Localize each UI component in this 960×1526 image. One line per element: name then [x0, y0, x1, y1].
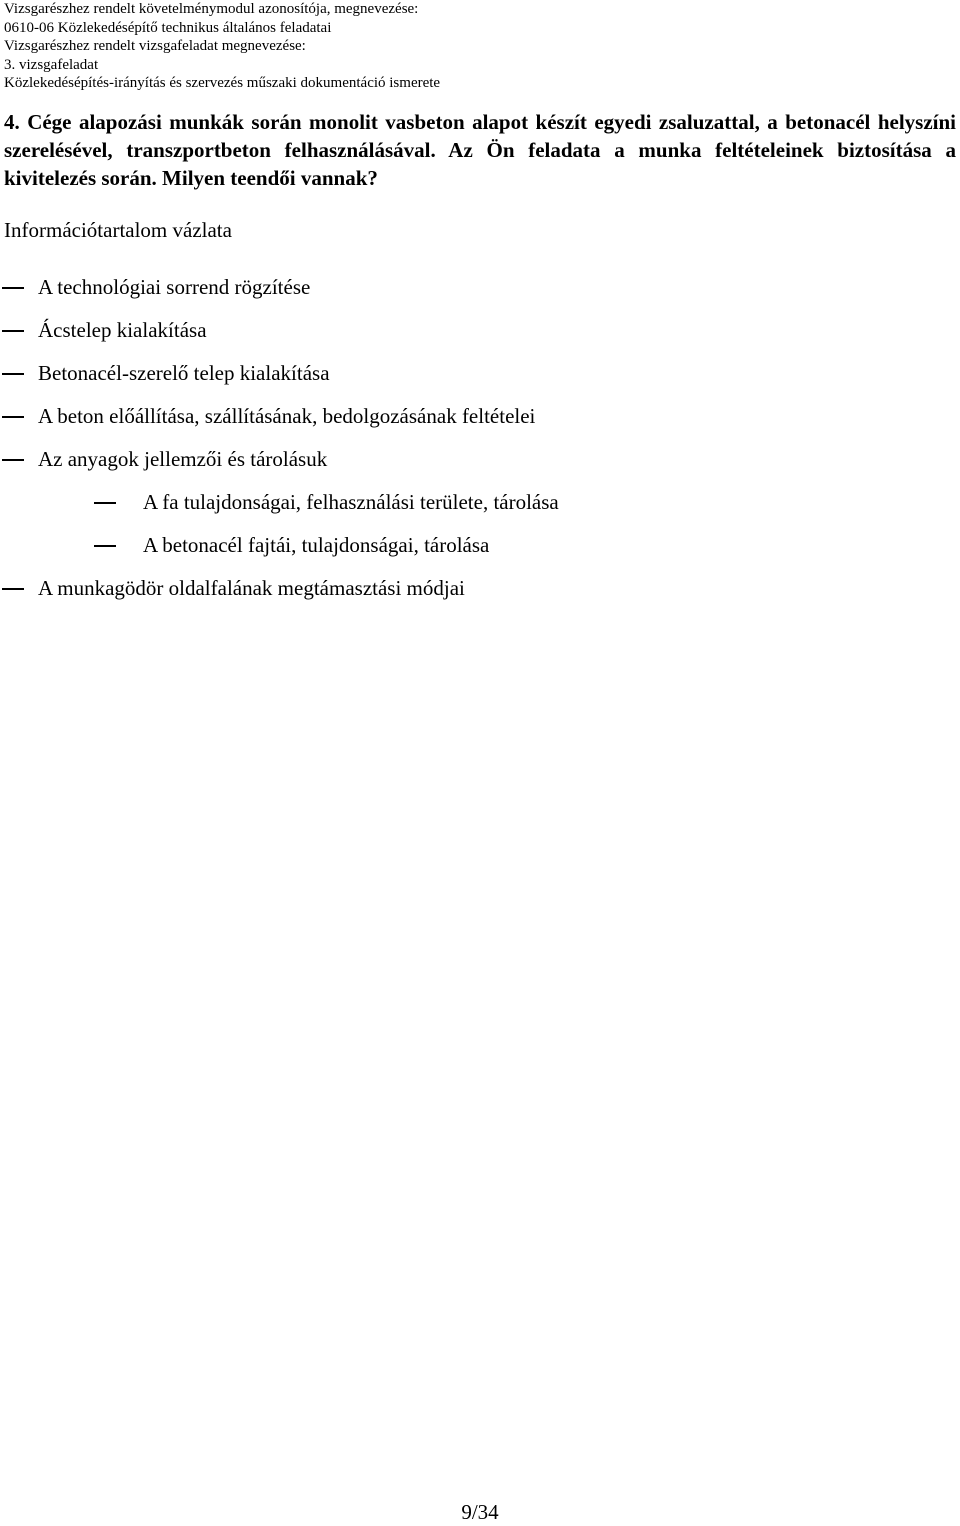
header-task-label: Vizsgarészhez rendelt vizsgafeladat megnevezése: [4, 38, 306, 55]
outline-title: Információtartalom vázlata [4, 218, 232, 242]
dash-bullet-icon [2, 330, 24, 332]
outline-item-text: A munkagödör oldalfalának megtámasztási módjai [38, 576, 465, 600]
outline-item-text: Betonacél-szerelő telep kialakítása [38, 361, 330, 385]
dash-bullet-icon [94, 502, 116, 504]
dash-bullet-icon [2, 588, 24, 590]
document-header [4, 0, 944, 93]
dash-bullet-icon [2, 287, 24, 289]
header-module-label: Vizsgarészhez rendelt követelménymodul azonosítója, megnevezése: [4, 1, 419, 17]
header-task-number: 3. vizsgafeladat [4, 56, 99, 73]
dash-bullet-icon [2, 416, 24, 418]
outline-item-text: Az anyagok jellemzői és tárolásuk [38, 447, 328, 471]
dash-bullet-icon [94, 545, 116, 547]
outline-subitem-text: A fa tulajdonságai, felhasználási területe, tárolása [143, 490, 559, 514]
task-question: 4. Cége alapozási munkák során monolit vasbeton alapot készít egyedi zsaluzattal, a betonacél helyszíni szerelésével, transzportbeton felhasználásával. Az Ön feladata a munka feltételeinek biztosítása a kivitelezés során. Milyen teendői vannak? [4, 110, 956, 190]
outline-subitem-text: A betonacél fajtái, tulajdonságai, tárolása [143, 533, 490, 557]
dash-bullet-icon [2, 459, 24, 461]
dash-bullet-icon [2, 373, 24, 375]
outline-item-text: Ácstelep kialakítása [38, 318, 207, 342]
header-task-name: Közlekedésépítés-irányítás és szervezés műszaki dokumentáció ismerete [4, 75, 441, 92]
outline-item-text: A beton előállítása, szállításának, bedolgozásának feltételei [38, 404, 536, 428]
page-number: 9/34 [461, 1500, 499, 1524]
header-module-name: 0610-06 Közlekedésépítő technikus általános feladatai [4, 19, 332, 36]
outline-item-text: A technológiai sorrend rögzítése [38, 275, 311, 299]
